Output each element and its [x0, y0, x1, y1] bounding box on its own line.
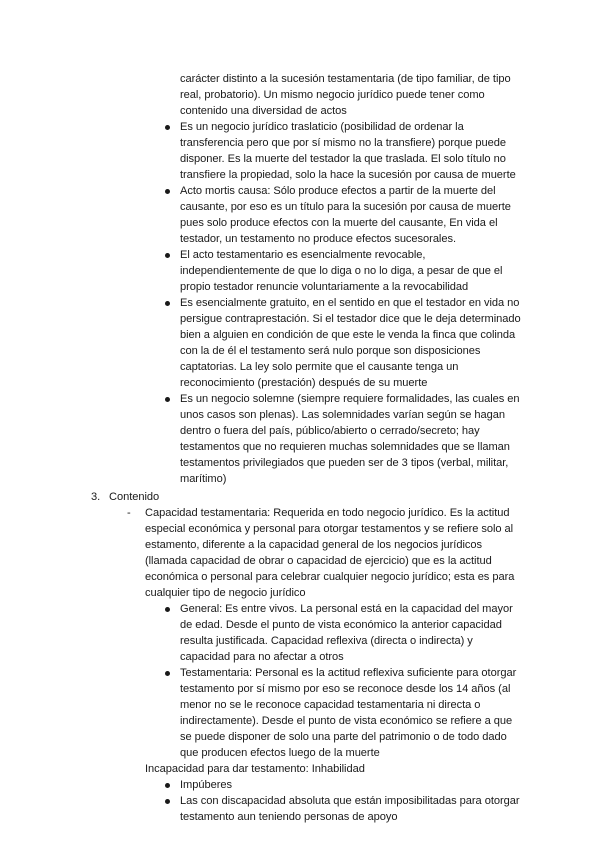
list-item-line: bien a alguien en condición de que este le venda la finca que colinda — [180, 329, 516, 341]
list-item-line: de edad. Desde el punto de vista económico la anterior capacidad — [180, 619, 502, 631]
list-item-line: capacidad para no afectar a otros — [180, 651, 344, 663]
list-item-line: disponer. Es la muerte del testador la que traslada. El solo título no — [180, 153, 506, 165]
list-item-line: persigue contraprestación. Si el testador dice que le deja determinado — [180, 313, 521, 325]
section-number: 3. — [91, 491, 101, 503]
list-item-line: testamentos privilegiados que pueden ser de 3 tipos (verbal, militar, — [180, 457, 509, 469]
list-item-line: causante, por eso es un título para la sucesión por causa de muerte — [180, 201, 511, 213]
list-item-line: reconocimiento (prestación) después de su muerte — [180, 377, 428, 389]
bullet-dot-icon — [165, 397, 170, 402]
dash-item-line: cualquier tipo de negocio jurídico — [145, 587, 306, 599]
list-item-line: testador, un testamento no produce efectos sucesorales. — [180, 233, 456, 245]
paragraph-line: real, probatorio). Un mismo negocio jurídico puede tener como — [180, 89, 485, 101]
bullet-dot-icon — [165, 671, 170, 676]
bullet-dot-icon — [165, 799, 170, 804]
list-item-line: independientemente de que lo diga o no lo diga, a pesar de que el — [180, 265, 503, 277]
dash-item-line: (llamada capacidad de obrar o capacidad de ejercicio) que es la actitud — [145, 555, 492, 567]
list-item-line: Es un negocio jurídico traslaticio (posibilidad de ordenar la — [180, 121, 464, 133]
list-item-line: que producen efectos luego de la muerte — [180, 747, 380, 759]
dash-item-line: Capacidad testamentaria: Requerida en todo negocio jurídico. Es la actitud — [145, 507, 510, 519]
section-title: Contenido — [109, 491, 160, 503]
bullet-dot-icon — [165, 301, 170, 306]
list-item-line: resulta justificada. Capacidad reflexiva (directa o indirecta) y — [180, 635, 473, 647]
bullet-dot-icon — [165, 189, 170, 194]
paragraph-line: contenido una diversidad de actos — [180, 105, 347, 117]
list-item-line: se puede disponer de solo una parte del patrimonio o de todo dado — [180, 731, 507, 743]
list-item-line: Las con discapacidad absoluta que están imposibilitadas para otorgar — [180, 795, 520, 807]
list-item-line: testamento aun teniendo personas de apoyo — [180, 811, 398, 823]
paragraph-line: Incapacidad para dar testamento: Inhabilidad — [145, 763, 365, 775]
list-item-line: menor no se le reconoce capacidad testamentaria ni directa o — [180, 699, 481, 711]
bullet-dot-icon — [165, 253, 170, 258]
bullet-dot-icon — [165, 125, 170, 130]
list-item-line: propio testador renuncie voluntariamente a la revocabilidad — [180, 281, 469, 293]
list-item-line: marítimo) — [180, 473, 227, 485]
list-item-line: pues solo produce efectos con la muerte del causante, En vida el — [180, 217, 498, 229]
list-item-line: El acto testamentario es esencialmente revocable, — [180, 249, 426, 261]
bullet-dot-icon — [165, 607, 170, 612]
list-item-line: Acto mortis causa: Sólo produce efectos a partir de la muerte del — [180, 185, 496, 197]
list-item-line: con la de él el testamento será nulo porque son disposiciones — [180, 345, 481, 357]
list-item-line: Es esencialmente gratuito, en el sentido en que el testador en vida no — [180, 297, 520, 309]
list-item-line: transferencia pero que por sí mismo no la transfiere) porque puede — [180, 137, 506, 149]
dash-item-line: especial económica y personal para otorgar testamentos y se refiere solo al — [145, 523, 514, 535]
list-item-line: indirectamente). Desde el punto de vista económico se refiere a que — [180, 715, 513, 727]
list-item-line: dentro o fuera del país, público/abierto o cerrado/secreto; hay — [180, 425, 480, 437]
list-item-line: Es un negocio solemne (siempre requiere formalidades, las cuales en — [180, 393, 520, 405]
list-item-line: unos casos son plenas). Las solemnidades varían según se hagan — [180, 409, 505, 421]
list-item-line: testamentos que no requieren muchas solemnidades que se llaman — [180, 441, 510, 453]
paragraph-line: carácter distinto a la sucesión testamentaria (de tipo familiar, de tipo — [180, 73, 511, 85]
dash-item-line: estamento, diferente a la capacidad general de los negocios jurídicos — [145, 539, 482, 551]
dash-item-line: económica o personal para celebrar cualquier negocio jurídico; esta es para — [145, 571, 515, 583]
list-item-line: General: Es entre vivos. La personal está en la capacidad del mayor — [180, 603, 513, 615]
list-item-line: Testamentaria: Personal es la actitud reflexiva suficiente para otorgar — [180, 667, 517, 679]
list-item-line: testamento por sí mismo por eso se reconoce desde los 14 años (al — [180, 683, 511, 695]
bullet-dot-icon — [165, 783, 170, 788]
dash-marker: - — [127, 507, 131, 519]
list-item-line: Impúberes — [180, 779, 232, 791]
list-item-line: captatorias. La ley solo permite que el causante tenga un — [180, 361, 459, 373]
list-item-line: transfiere la propiedad, solo la hace la sucesión por causa de muerte — [180, 169, 516, 181]
